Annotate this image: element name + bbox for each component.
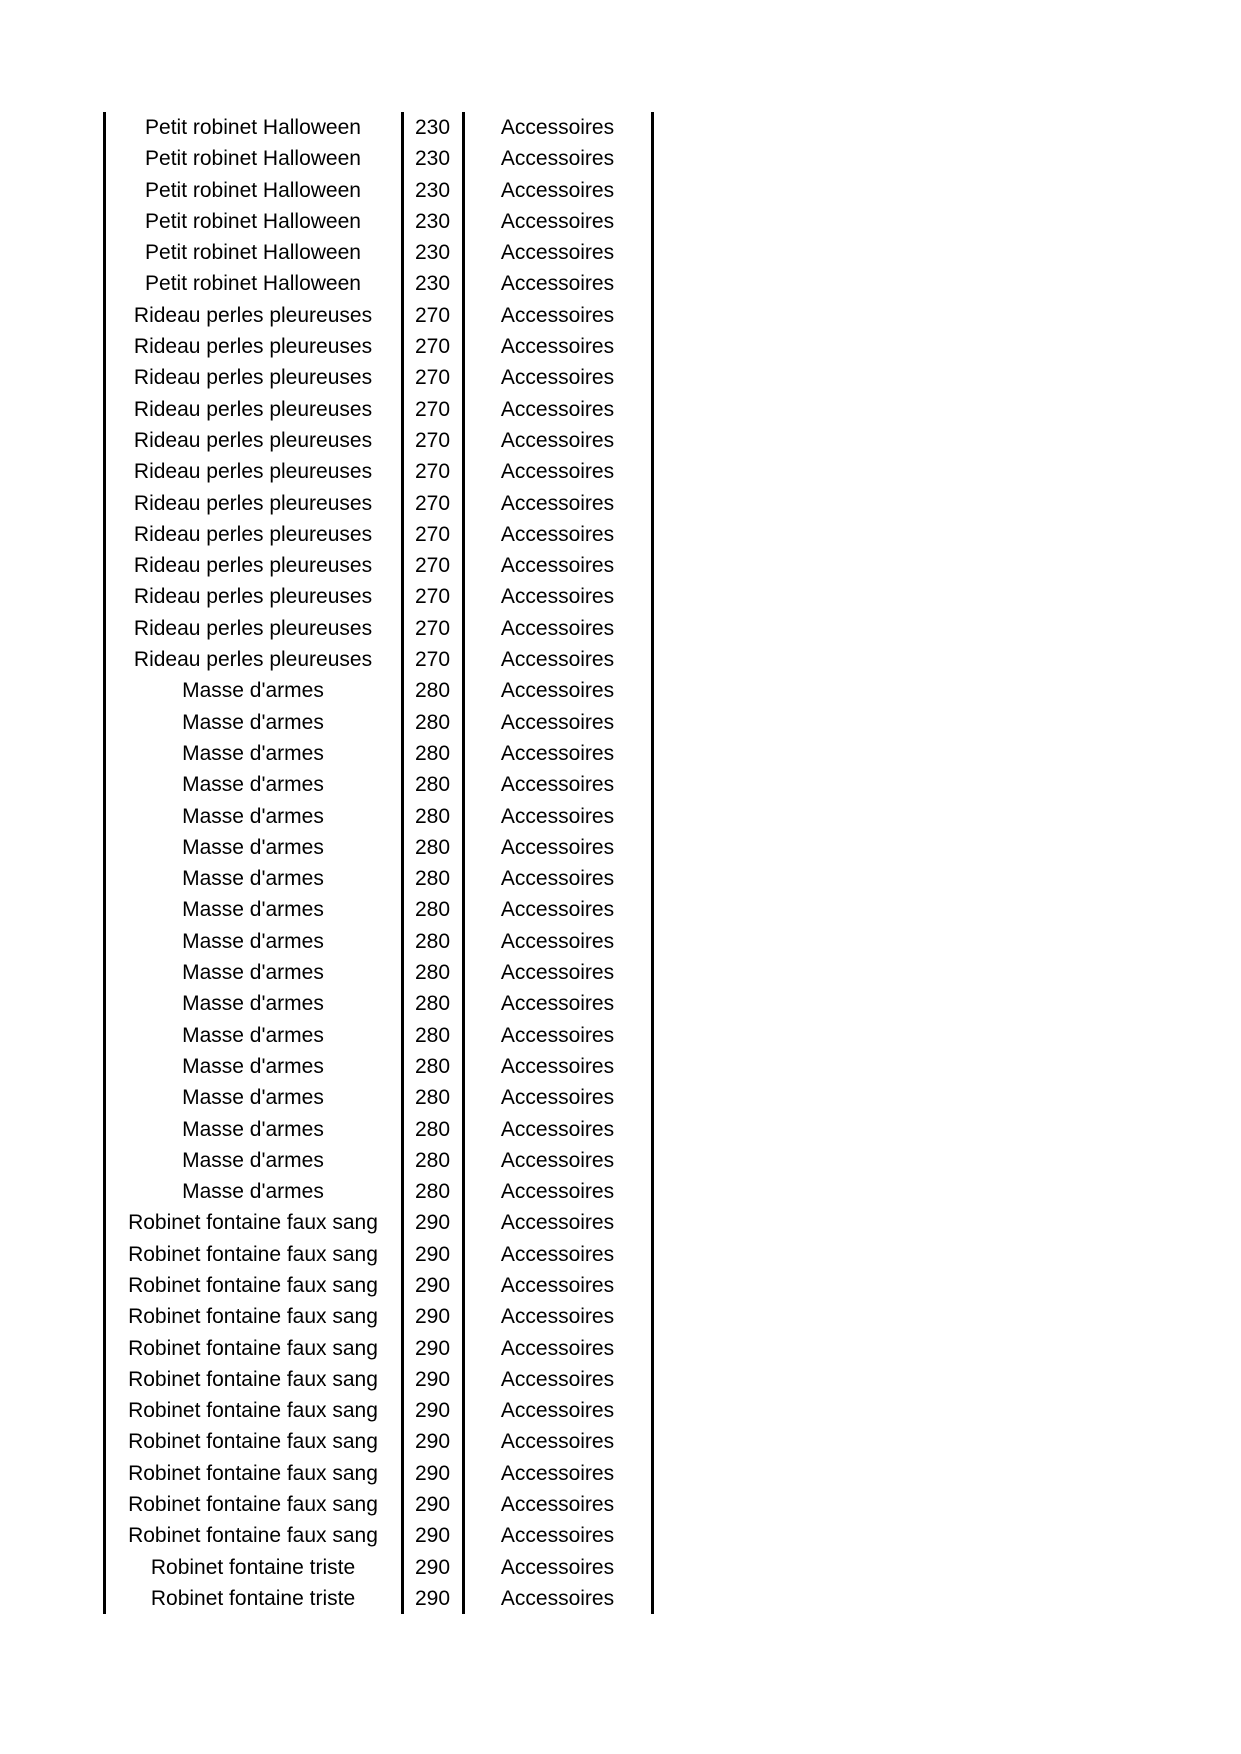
value-cell: 290 [414, 1399, 451, 1423]
value-cell: 270 [414, 648, 451, 672]
table-row [104, 707, 652, 738]
value-cell: 280 [414, 1086, 451, 1110]
category-cell: Accessoires [500, 679, 615, 703]
table-row [104, 237, 652, 268]
category-cell: Accessoires [500, 116, 615, 139]
table-row [104, 143, 652, 174]
category-cell: Accessoires [500, 929, 615, 953]
value-cell: 270 [414, 428, 451, 452]
value-cell: 290 [414, 1430, 451, 1454]
product-name-cell: Petit robinet Halloween [145, 272, 361, 296]
table-row [104, 1458, 652, 1489]
table-row [104, 957, 652, 988]
value-cell: 280 [414, 773, 451, 797]
table-row [104, 1082, 652, 1113]
value-cell: 290 [414, 1305, 451, 1329]
category-cell: Accessoires [500, 303, 615, 327]
category-cell: Accessoires [500, 554, 615, 578]
product-name-cell: Rideau perles pleureuses [133, 585, 373, 609]
category-cell: Accessoires [500, 272, 615, 296]
category-cell: Accessoires [500, 335, 615, 359]
category-cell: Accessoires [500, 366, 615, 390]
value-cell: 290 [414, 1524, 451, 1548]
category-cell: Accessoires [500, 1211, 615, 1235]
table-row [104, 425, 652, 456]
category-cell: Accessoires [500, 1430, 615, 1454]
product-name-cell: Petit robinet Halloween [145, 116, 361, 139]
value-cell: 270 [414, 585, 451, 609]
product-name-cell: Petit robinet Halloween [145, 241, 361, 265]
table-row [104, 1207, 652, 1238]
table-row [104, 675, 652, 706]
product-name-cell: Rideau perles pleureuses [133, 460, 373, 484]
value-cell: 270 [414, 554, 451, 578]
table-row [104, 801, 652, 832]
product-name-cell: Masse d'armes [182, 898, 324, 922]
table-row [104, 550, 652, 581]
category-cell: Accessoires [500, 1117, 615, 1141]
table-row [104, 1239, 652, 1270]
value-cell: 230 [414, 241, 451, 265]
table-row [104, 1552, 652, 1583]
column-border-left [103, 112, 106, 1614]
table-row [104, 456, 652, 487]
value-cell: 280 [414, 710, 451, 734]
table-row [104, 1020, 652, 1051]
table-body [104, 112, 652, 1614]
table-row [104, 331, 652, 362]
value-cell: 280 [414, 1180, 451, 1204]
value-cell: 280 [414, 741, 451, 765]
table-row [104, 1114, 652, 1145]
value-cell: 230 [414, 178, 451, 202]
table-row [104, 488, 652, 519]
table-row [104, 1176, 652, 1207]
value-cell: 270 [414, 397, 451, 421]
category-cell: Accessoires [500, 961, 615, 985]
table-row [104, 832, 652, 863]
table-row [104, 1301, 652, 1332]
category-cell: Accessoires [500, 710, 615, 734]
value-cell: 270 [414, 491, 451, 515]
value-cell: 290 [414, 1242, 451, 1266]
value-cell: 270 [414, 616, 451, 640]
table-row [104, 613, 652, 644]
product-name-cell: Rideau perles pleureuses [133, 616, 373, 640]
table-row [104, 1333, 652, 1364]
category-cell: Accessoires [500, 209, 615, 233]
value-cell: 280 [414, 929, 451, 953]
table-row [104, 769, 652, 800]
category-cell: Accessoires [500, 178, 615, 202]
category-cell: Accessoires [500, 773, 615, 797]
value-cell: 280 [414, 867, 451, 891]
product-name-cell: Robinet fontaine faux sang [128, 1336, 378, 1360]
product-name-cell: Masse d'armes [182, 1023, 324, 1047]
value-cell: 270 [414, 335, 451, 359]
category-cell: Accessoires [500, 1367, 615, 1391]
product-name-cell: Robinet fontaine faux sang [128, 1273, 378, 1297]
product-name-cell: Rideau perles pleureuses [133, 303, 373, 327]
value-cell: 280 [414, 898, 451, 922]
category-cell: Accessoires [500, 241, 615, 265]
category-cell: Accessoires [500, 397, 615, 421]
product-name-cell: Masse d'armes [182, 679, 324, 703]
product-name-cell: Robinet fontaine faux sang [128, 1524, 378, 1548]
table-row [104, 175, 652, 206]
product-name-cell: Masse d'armes [182, 867, 324, 891]
table-row [104, 268, 652, 299]
value-cell: 280 [414, 1054, 451, 1078]
category-cell: Accessoires [500, 835, 615, 859]
table-row [104, 394, 652, 425]
product-name-cell: Robinet fontaine faux sang [128, 1461, 378, 1485]
product-name-cell: Robinet fontaine faux sang [128, 1399, 378, 1423]
product-name-cell: Masse d'armes [182, 1148, 324, 1172]
product-name-cell: Masse d'armes [182, 773, 324, 797]
value-cell: 270 [414, 460, 451, 484]
category-cell: Accessoires [500, 1586, 615, 1610]
product-name-cell: Masse d'armes [182, 929, 324, 953]
table-row [104, 1489, 652, 1520]
category-cell: Accessoires [500, 1242, 615, 1266]
product-name-cell: Rideau perles pleureuses [133, 491, 373, 515]
category-cell: Accessoires [500, 1054, 615, 1078]
table-row [104, 894, 652, 925]
product-name-cell: Rideau perles pleureuses [133, 397, 373, 421]
table-row [104, 1426, 652, 1457]
value-cell: 290 [414, 1493, 451, 1517]
product-name-cell: Rideau perles pleureuses [133, 335, 373, 359]
value-cell: 280 [414, 992, 451, 1016]
product-name-cell: Petit robinet Halloween [145, 178, 361, 202]
category-cell: Accessoires [500, 428, 615, 452]
data-table [104, 112, 652, 1614]
category-cell: Accessoires [500, 1493, 615, 1517]
column-border-name-value [401, 112, 404, 1614]
product-name-cell: Masse d'armes [182, 741, 324, 765]
table-row [104, 519, 652, 550]
table-row [104, 1051, 652, 1082]
value-cell: 290 [414, 1461, 451, 1485]
category-cell: Accessoires [500, 1148, 615, 1172]
product-name-cell: Robinet fontaine faux sang [128, 1211, 378, 1235]
table-row [104, 362, 652, 393]
table-row [104, 1364, 652, 1395]
value-cell: 270 [414, 522, 451, 546]
product-name-cell: Petit robinet Halloween [145, 209, 361, 233]
category-cell: Accessoires [500, 1086, 615, 1110]
table-row [104, 1395, 652, 1426]
product-name-cell: Robinet fontaine faux sang [128, 1242, 378, 1266]
product-name-cell: Masse d'armes [182, 1180, 324, 1204]
value-cell: 230 [414, 116, 451, 139]
value-cell: 230 [414, 147, 451, 171]
value-cell: 280 [414, 1023, 451, 1047]
category-cell: Accessoires [500, 491, 615, 515]
category-cell: Accessoires [500, 1461, 615, 1485]
table-row [104, 206, 652, 237]
category-cell: Accessoires [500, 1336, 615, 1360]
category-cell: Accessoires [500, 522, 615, 546]
product-name-cell: Masse d'armes [182, 992, 324, 1016]
category-cell: Accessoires [500, 147, 615, 171]
product-name-cell: Masse d'armes [182, 804, 324, 828]
table-row [104, 112, 652, 143]
category-cell: Accessoires [500, 1524, 615, 1548]
category-cell: Accessoires [500, 460, 615, 484]
value-cell: 290 [414, 1211, 451, 1235]
value-cell: 290 [414, 1367, 451, 1391]
value-cell: 270 [414, 303, 451, 327]
table-row [104, 644, 652, 675]
product-name-cell: Robinet fontaine faux sang [128, 1367, 378, 1391]
product-name-cell: Rideau perles pleureuses [133, 648, 373, 672]
value-cell: 290 [414, 1555, 451, 1579]
value-cell: 280 [414, 961, 451, 985]
value-cell: 270 [414, 366, 451, 390]
category-cell: Accessoires [500, 992, 615, 1016]
value-cell: 230 [414, 272, 451, 296]
value-cell: 290 [414, 1336, 451, 1360]
category-cell: Accessoires [500, 648, 615, 672]
table-row [104, 738, 652, 769]
product-name-cell: Petit robinet Halloween [145, 147, 361, 171]
category-cell: Accessoires [500, 616, 615, 640]
product-name-cell: Robinet fontaine triste [150, 1586, 356, 1610]
product-name-cell: Masse d'armes [182, 1086, 324, 1110]
value-cell: 290 [414, 1273, 451, 1297]
product-name-cell: Rideau perles pleureuses [133, 554, 373, 578]
table-row [104, 1520, 652, 1551]
product-name-cell: Robinet fontaine faux sang [128, 1305, 378, 1329]
category-cell: Accessoires [500, 1399, 615, 1423]
category-cell: Accessoires [500, 741, 615, 765]
category-cell: Accessoires [500, 898, 615, 922]
table-row [104, 581, 652, 612]
product-name-cell: Robinet fontaine faux sang [128, 1493, 378, 1517]
value-cell: 280 [414, 804, 451, 828]
category-cell: Accessoires [500, 1555, 615, 1579]
table-row [104, 926, 652, 957]
product-name-cell: Masse d'armes [182, 710, 324, 734]
product-name-cell: Rideau perles pleureuses [133, 366, 373, 390]
value-cell: 230 [414, 209, 451, 233]
spreadsheet-page [104, 112, 652, 1614]
product-name-cell: Rideau perles pleureuses [133, 522, 373, 546]
product-name-cell: Masse d'armes [182, 1054, 324, 1078]
table-row [104, 988, 652, 1019]
value-cell: 280 [414, 679, 451, 703]
table-row [104, 863, 652, 894]
table-row [104, 1270, 652, 1301]
category-cell: Accessoires [500, 1180, 615, 1204]
product-name-cell: Masse d'armes [182, 835, 324, 859]
column-border-right [651, 112, 654, 1614]
category-cell: Accessoires [500, 1023, 615, 1047]
value-cell: 290 [414, 1586, 451, 1610]
table-row [104, 1583, 652, 1614]
product-name-cell: Masse d'armes [182, 1117, 324, 1141]
category-cell: Accessoires [500, 867, 615, 891]
category-cell: Accessoires [500, 585, 615, 609]
value-cell: 280 [414, 1148, 451, 1172]
product-name-cell: Robinet fontaine faux sang [128, 1430, 378, 1454]
value-cell: 280 [414, 1117, 451, 1141]
category-cell: Accessoires [500, 1273, 615, 1297]
table-row [104, 300, 652, 331]
product-name-cell: Rideau perles pleureuses [133, 428, 373, 452]
value-cell: 280 [414, 835, 451, 859]
product-name-cell: Robinet fontaine triste [150, 1555, 356, 1579]
category-cell: Accessoires [500, 804, 615, 828]
table-row [104, 1145, 652, 1176]
product-name-cell: Masse d'armes [182, 961, 324, 985]
category-cell: Accessoires [500, 1305, 615, 1329]
column-border-value-category [462, 112, 465, 1614]
